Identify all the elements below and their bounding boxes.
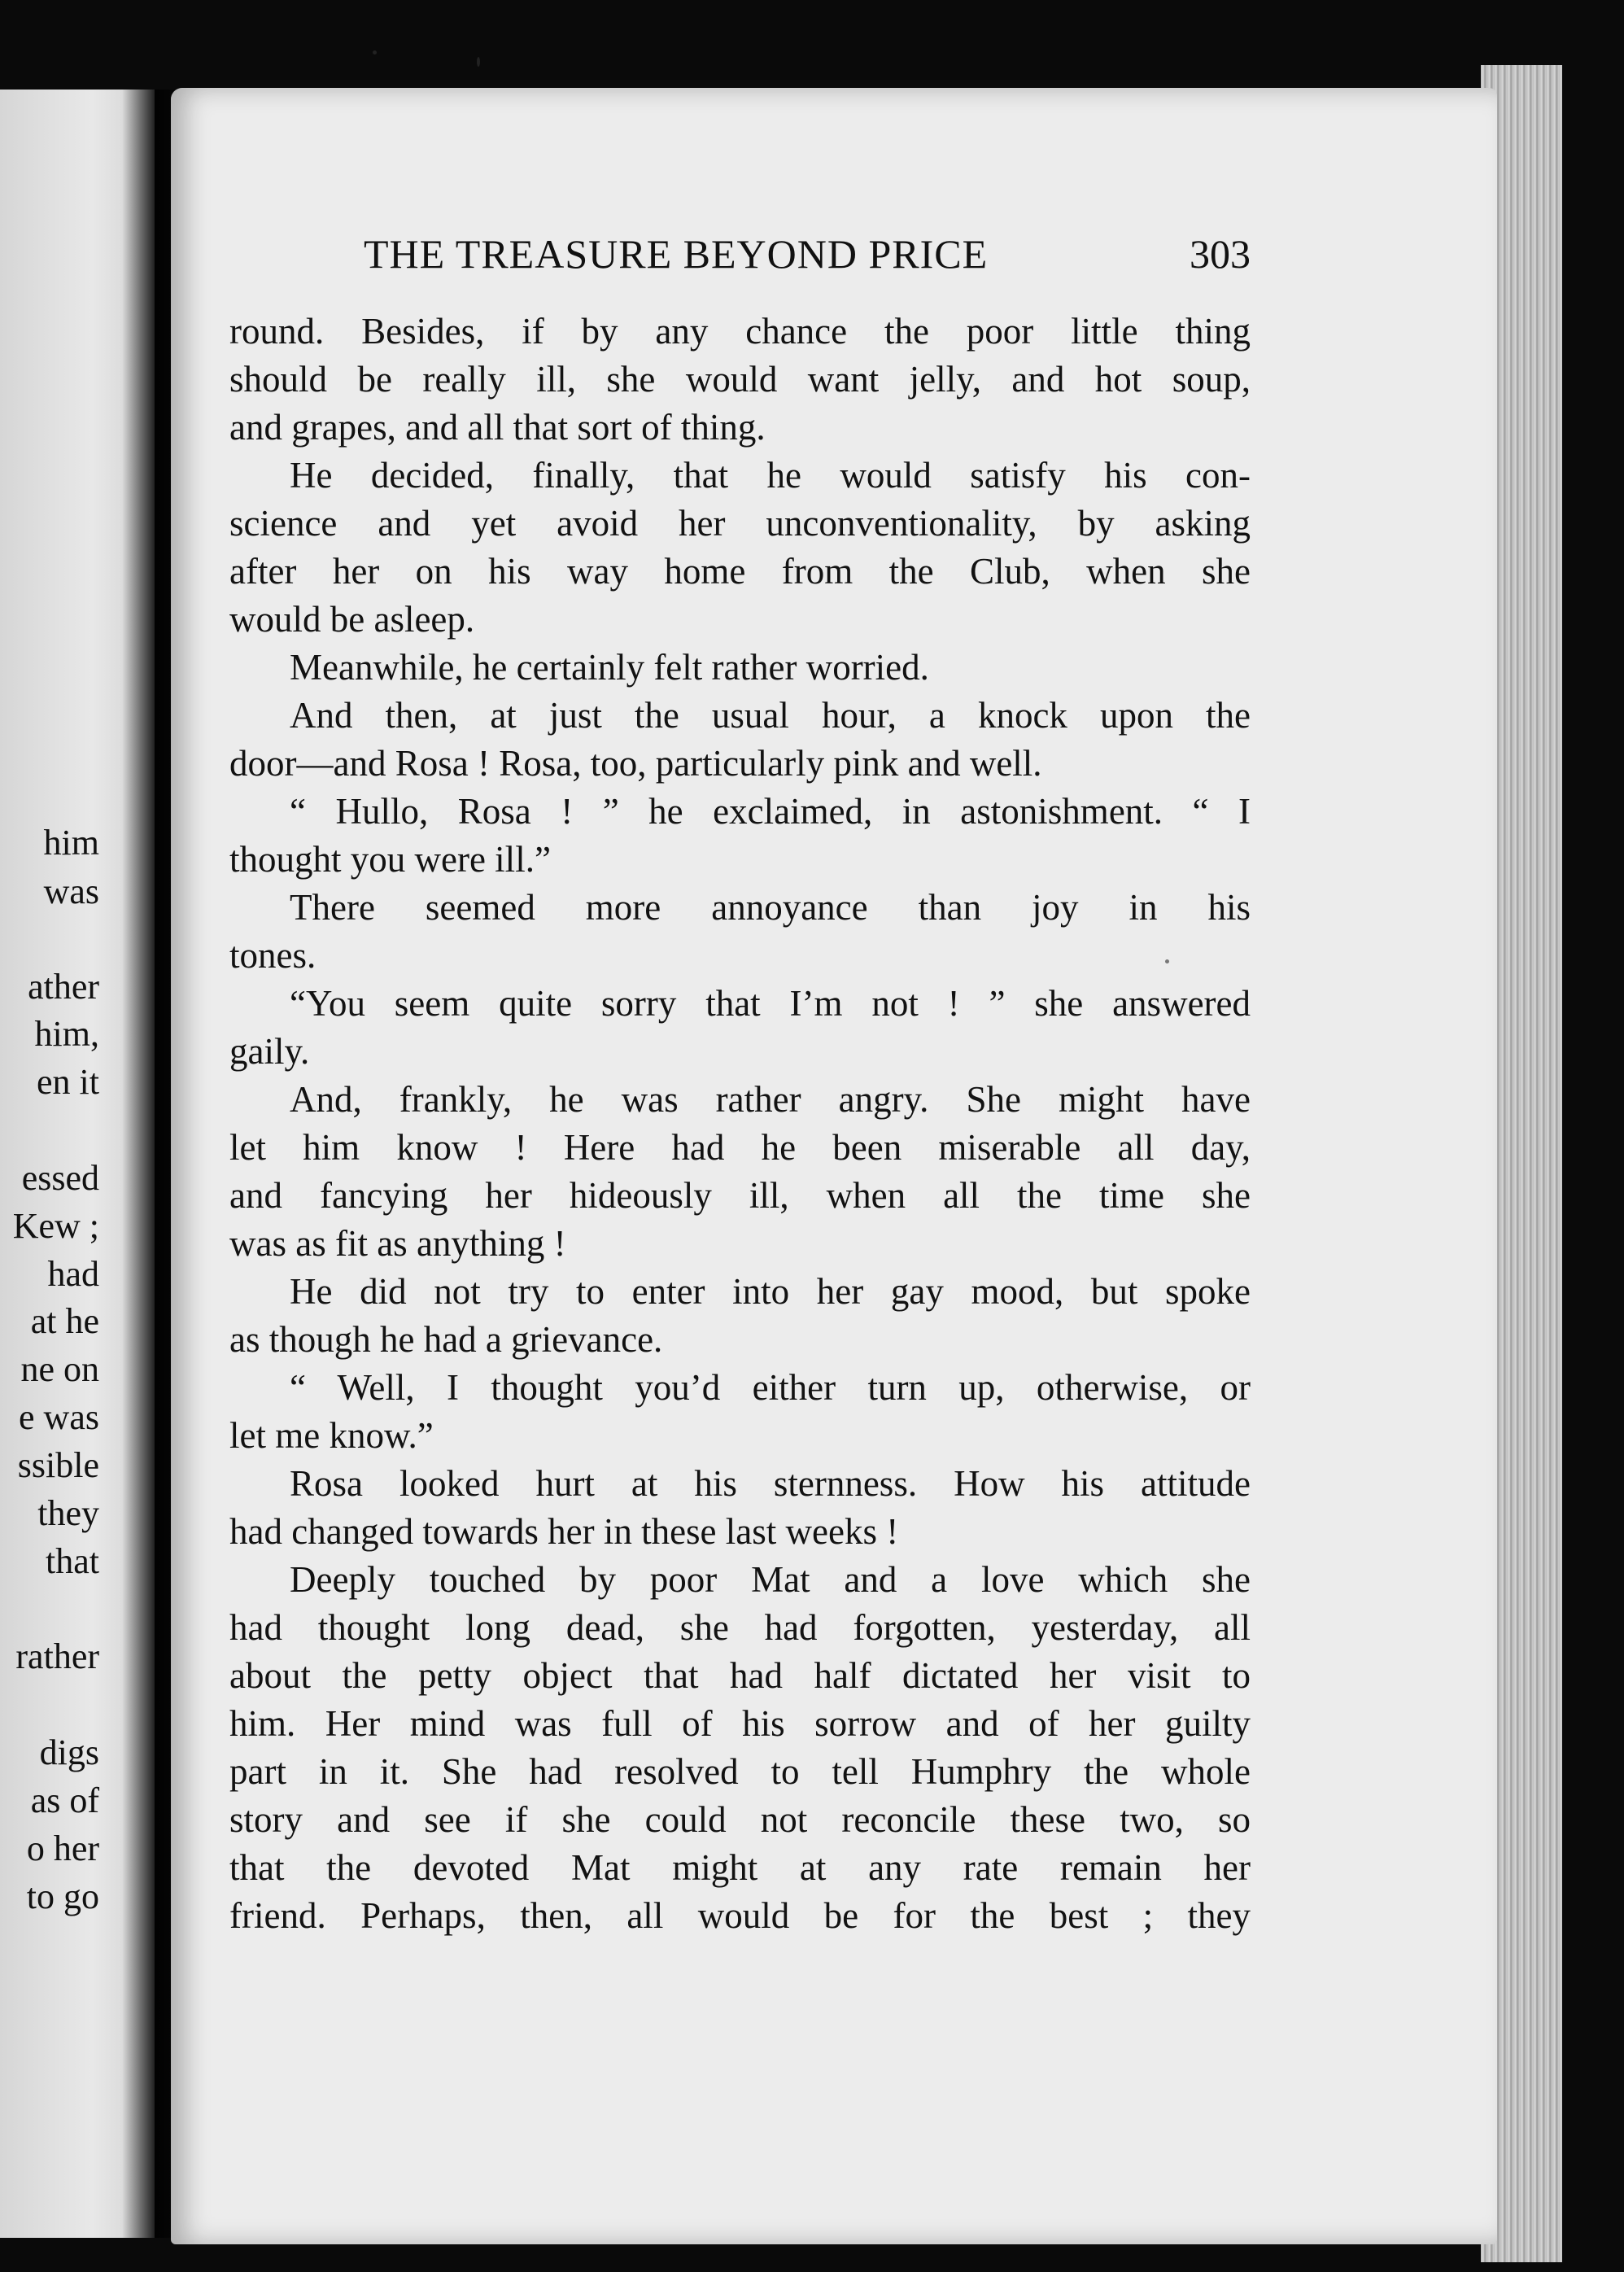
text-line: had changed towards her in these last weeks ! (229, 1511, 899, 1552)
text-line: He did not try to enter into her gay mood, but spoke (290, 1271, 1251, 1312)
text-line: round. Besides, if by any chance the poor little thing (229, 311, 1251, 352)
left-page-fragment: o her (26, 1829, 99, 1868)
left-page-fragment: ssible (17, 1445, 99, 1485)
text-line: about the petty object that had half dictated her visit to (229, 1655, 1251, 1696)
text-line: story and see if she could not reconcile these two, so (229, 1799, 1251, 1840)
text-line: friend. Perhaps, then, all would be for the best ; they (229, 1895, 1251, 1936)
left-page-fragment: to go (26, 1877, 99, 1916)
text-line: after her on his way home from the Club, when she (229, 551, 1251, 592)
running-head (364, 230, 1251, 279)
left-page-fragment: essed (21, 1158, 99, 1198)
left-page-fragment: him, (34, 1014, 99, 1054)
left-page-fragment: as of (30, 1780, 99, 1820)
left-page-fragment: ne on (20, 1349, 99, 1389)
text-line: And, frankly, he was rather angry. She might have (290, 1079, 1251, 1120)
text-line: was as fit as anything ! (229, 1223, 566, 1264)
text-line: and fancying her hideously ill, when all the time she (229, 1175, 1251, 1216)
text-line: that the devoted Mat might at any rate remain her (229, 1847, 1251, 1888)
text-line: let me know.” (229, 1415, 434, 1456)
text-line: let him know ! Here had he been miserable all day, (229, 1127, 1251, 1168)
text-line: thought you were ill.” (229, 839, 551, 880)
text-line: “ Well, I thought you’d either turn up, otherwise, or (290, 1367, 1251, 1408)
text-line: Meanwhile, he certainly felt rather worried. (290, 647, 929, 688)
text-line: gaily. (229, 1031, 310, 1072)
left-page-fragment: en it (37, 1062, 99, 1102)
left-page-fragment: had (47, 1254, 99, 1294)
text-line: would be asleep. (229, 599, 475, 640)
text-line: “ Hullo, Rosa ! ” he exclaimed, in astonishment. “ I (290, 791, 1251, 832)
text-line: There seemed more annoyance than joy in his (290, 887, 1251, 928)
text-line: And then, at just the usual hour, a knock upon the (290, 695, 1251, 736)
left-page-fragment: they (37, 1493, 99, 1533)
left-page-fragment: him (43, 823, 99, 863)
left-page-fragment: was (43, 872, 99, 911)
text-line: should be really ill, she would want jelly, and hot soup, (229, 359, 1251, 400)
body-text (229, 308, 1251, 1940)
text-line: door—and Rosa ! Rosa, too, particularly pink and well. (229, 743, 1042, 784)
left-page-fragment: Kew ; (12, 1206, 99, 1246)
left-page-fragment: digs (39, 1732, 99, 1772)
text-line: part in it. She had resolved to tell Humphry the whole (229, 1751, 1251, 1792)
text-line: as though he had a grievance. (229, 1319, 663, 1360)
left-page-fragment: ather (28, 967, 99, 1007)
text-line: “You seem quite sorry that I’m not ! ” she answered (290, 983, 1251, 1024)
text-line: science and yet avoid her unconventionality, by asking (229, 503, 1251, 544)
dust-speck (1165, 959, 1169, 963)
text-line: him. Her mind was full of his sorrow and of her guilty (229, 1703, 1251, 1744)
left-page-fragment: at he (30, 1301, 99, 1341)
text-line: and grapes, and all that sort of thing. (229, 407, 766, 448)
running-title: THE TREASURE BEYOND PRICE (364, 231, 989, 277)
text-line: tones. (229, 935, 317, 976)
left-page-fragment: e was (19, 1397, 99, 1437)
text-line: had thought long dead, she had forgotten, yesterday, all (229, 1607, 1251, 1648)
left-page-fragment: that (46, 1541, 99, 1581)
text-line: Deeply touched by poor Mat and a love which she (290, 1559, 1251, 1600)
text-line: Rosa looked hurt at his sternness. How his attitude (290, 1463, 1251, 1504)
text-line: He decided, finally, that he would satisfy his con- (290, 455, 1251, 496)
left-page-fragment: rather (15, 1636, 99, 1676)
dust-speck (373, 50, 377, 55)
dust-speck (477, 57, 480, 67)
page-number: 303 (1190, 231, 1251, 277)
